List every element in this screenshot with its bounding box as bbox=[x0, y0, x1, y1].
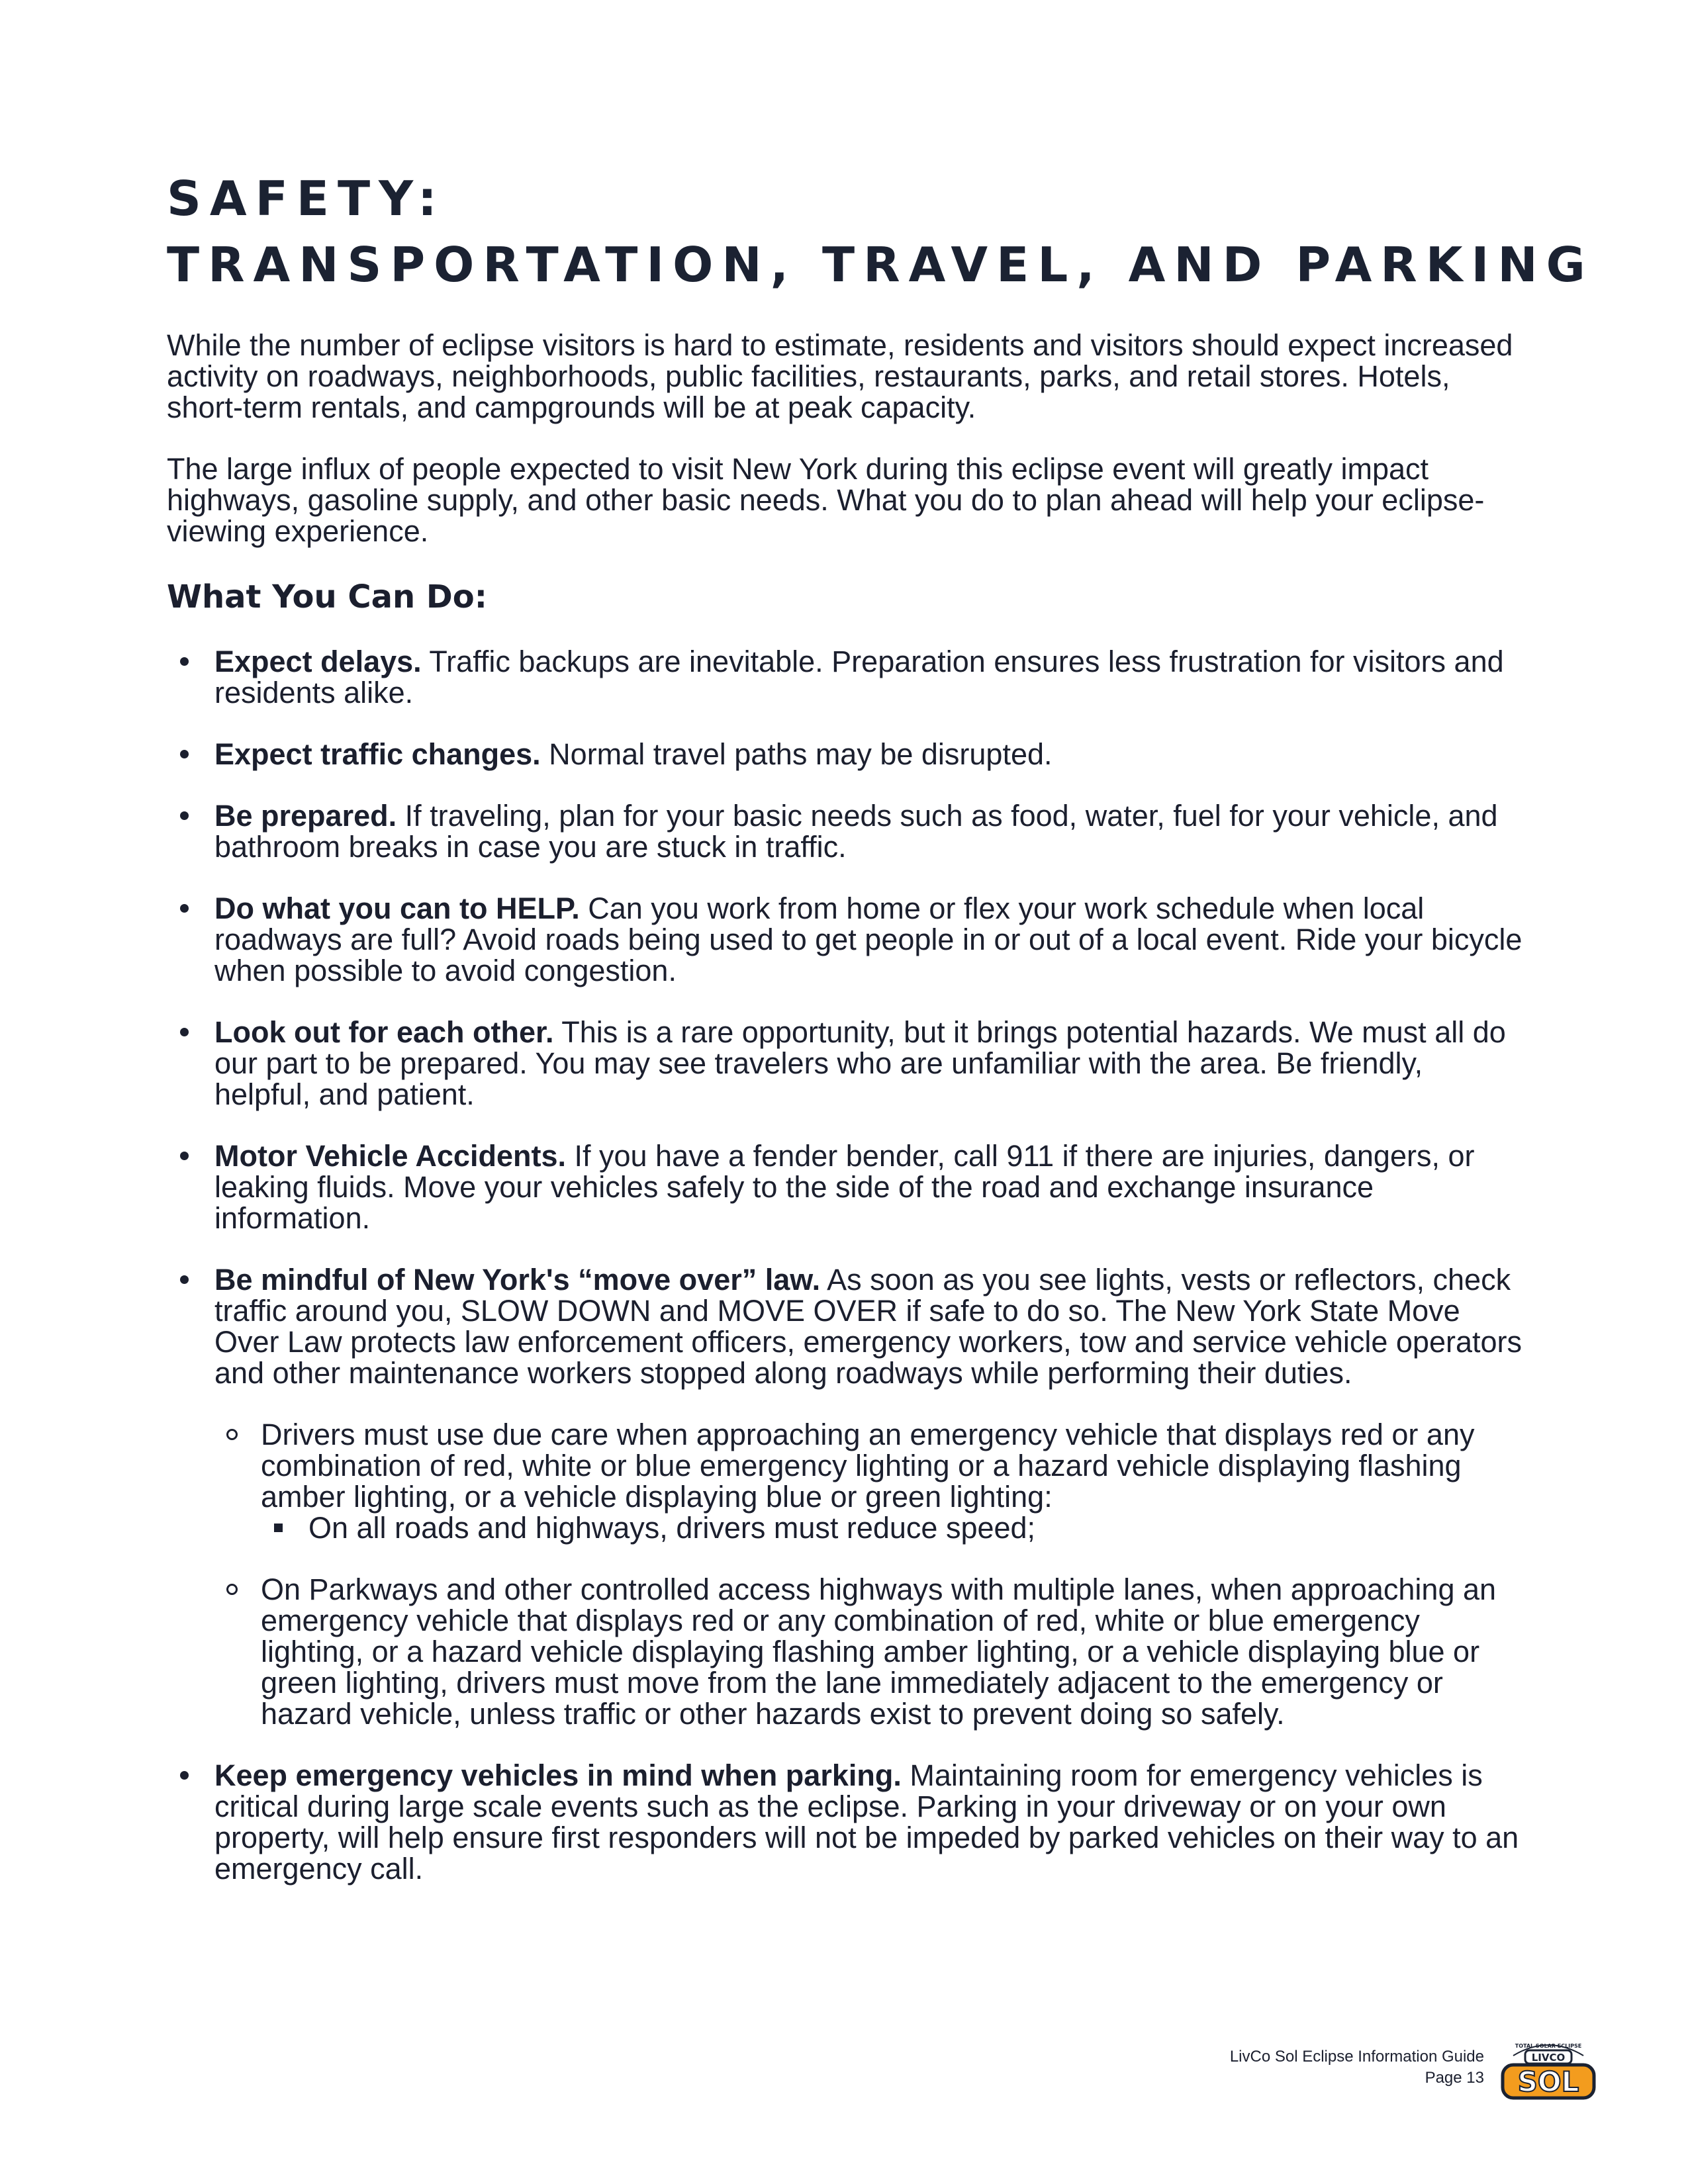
sub-item-text: On Parkways and other controlled access highways with multiple lanes, when approaching an emergency vehicle that displays red or any combination of red, white or blue emergency lighting, or a hazard vehicle displaying flashing amber lighting, or a vehicle displaying blue or green lighting, drivers must move from the lane immediately adjacent to the emergency or hazard vehicle, unless traffic or other hazards exist to prevent doing so safely. bbox=[261, 1572, 1497, 1731]
list-item bbox=[167, 1760, 1524, 1884]
item-lead: Expect delays. bbox=[214, 645, 422, 678]
item-text: Can you work from home or flex your work schedule when local roadways are full? Avoid roads being used to get people in or out of a local event. Ride your bicycle when possible to avoid congestion. bbox=[214, 891, 1523, 987]
item-lead: Look out for each other. bbox=[214, 1015, 554, 1049]
list-item bbox=[167, 800, 1524, 862]
move-over-sublist bbox=[214, 1419, 1524, 1729]
item-text: If traveling, plan for your basic needs such as food, water, fuel for your vehicle, and bathroom breaks in case you are stuck in traffic. bbox=[214, 799, 1498, 864]
logo-sol: SOL bbox=[1517, 2066, 1579, 2098]
page-content bbox=[167, 165, 1594, 1915]
intro bbox=[167, 330, 1524, 547]
list-item bbox=[167, 646, 1524, 708]
list-item bbox=[167, 1140, 1524, 1234]
page-title: SAFETY: bbox=[167, 171, 445, 226]
item-lead: Motor Vehicle Accidents. bbox=[214, 1139, 566, 1173]
list-item bbox=[167, 1017, 1524, 1110]
intro-paragraph: The large influx of people expected to visit New York during this eclipse event will greatly impact highways, gasoline supply, and other basic needs. What you do to plan ahead will help your eclipse-viewing experience. bbox=[167, 452, 1485, 548]
section-heading: What You Can Do: bbox=[167, 578, 487, 615]
livco-sol-logo bbox=[1499, 2036, 1598, 2102]
item-text: Maintaining room for emergency vehicles is critical during large scale events such as the eclipse. Parking in your driveway or on your own property, will help ensure first responders will not be impeded by parked vehicles on their way to an emergency call. bbox=[214, 1758, 1519, 1886]
list-item bbox=[167, 739, 1524, 770]
list-item-move-over bbox=[167, 1264, 1524, 1729]
sub-list-item bbox=[214, 1574, 1524, 1729]
tips-list bbox=[167, 646, 1524, 1884]
page-subtitle: TRANSPORTATION, TRAVEL, AND PARKING bbox=[167, 237, 1594, 293]
item-lead: Keep emergency vehicles in mind when parking. bbox=[214, 1758, 902, 1792]
item-lead: Be prepared. bbox=[214, 799, 397, 833]
item-text: If you have a fender bender, call 911 if there are injuries, dangers, or leaking fluids. Move your vehicles safely to the side of the road and exchange insurance information. bbox=[214, 1139, 1475, 1235]
sub-sub-list-item: On all roads and highways, drivers must reduce speed; bbox=[261, 1512, 1524, 1543]
item-text: Normal travel paths may be disrupted. bbox=[540, 737, 1053, 771]
logo-livco: LIVCO bbox=[1531, 2052, 1566, 2064]
item-lead: Expect traffic changes. bbox=[214, 737, 541, 771]
logo-top-text: TOTAL SOLAR ECLIPSE bbox=[1515, 2043, 1582, 2049]
item-lead: Be mindful of New York's “move over” law. bbox=[214, 1263, 821, 1297]
guide-name: LivCo Sol Eclipse Information Guide bbox=[1229, 2048, 1484, 2066]
sub-list-item bbox=[214, 1419, 1524, 1543]
item-text: Traffic backups are inevitable. Preparation ensures less frustration for visitors and residents alike. bbox=[214, 645, 1504, 709]
sub-item-text: Drivers must use due care when approaching an emergency vehicle that displays red or any combination of red, white or blue emergency lighting or a hazard vehicle displaying flashing amber lighting, or a vehicle displaying blue or green lighting: bbox=[261, 1418, 1475, 1514]
list-item bbox=[167, 893, 1524, 986]
intro-paragraph: While the number of eclipse visitors is hard to estimate, residents and visitors should expect increased activity on roadways, neighborhoods, public facilities, restaurants, parks, and retail stores. Hotels, short-term rentals, and campgrounds will be at peak capacity. bbox=[167, 328, 1513, 424]
item-text: This is a rare opportunity, but it brings potential hazards. We must all do our part to be prepared. You may see travelers who are unfamiliar with the area. Be friendly, helpful, and patient. bbox=[214, 1015, 1506, 1111]
item-text: As soon as you see lights, vests or reflectors, check traffic around you, SLOW DOWN and MOVE OVER if safe to do so. The New York State Move Over Law protects law enforcement officers, emergency workers, tow and service vehicle operators and other maintenance workers stopped along roadways while performing their duties. bbox=[214, 1263, 1523, 1390]
item-lead: Do what you can to HELP. bbox=[214, 891, 580, 925]
sub-sub-list bbox=[261, 1512, 1524, 1543]
page-number: Page 13 bbox=[1425, 2069, 1484, 2087]
footer bbox=[1230, 2046, 1484, 2089]
